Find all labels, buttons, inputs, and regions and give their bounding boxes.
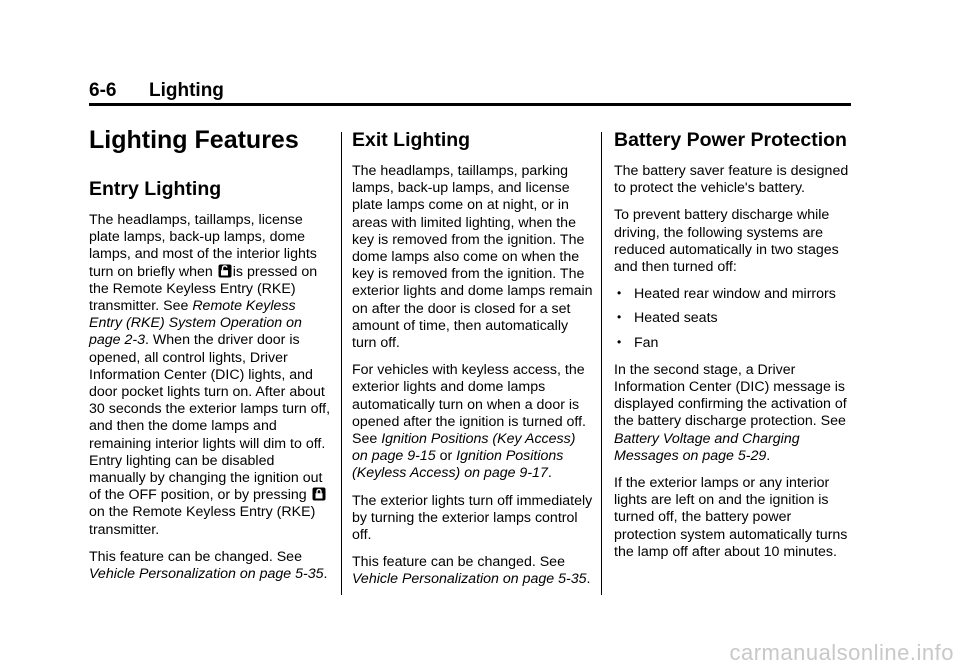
vehicle-personalization-link-2[interactable]: Vehicle Personalization on page 5-35 — [352, 571, 587, 588]
vehicle-personalization-link[interactable]: Vehicle Personalization on page 5-35 — [89, 566, 324, 583]
main-heading: Lighting Features — [89, 126, 299, 154]
battery-paragraph-2: To prevent battery discharge while driving, the following systems are reduced automatically in two stages and then turned off: — [614, 207, 839, 276]
battery-paragraph-4: If the exterior lamps or any interior lights are left on and the ignition is turned off, the battery power protection system automatically turns the lamp off after about 10 minutes. — [614, 475, 848, 560]
watermark: carmanualsonline.info — [729, 640, 954, 665]
column-3 — [614, 125, 856, 571]
entry-lighting-heading: Entry Lighting — [89, 178, 222, 200]
column-1 — [89, 125, 331, 593]
battery-paragraph-1: The battery saver feature is designed to protect the vehicle's battery. — [614, 163, 849, 197]
chapter-title: Lighting — [149, 80, 224, 101]
battery-paragraph-3: In the second stage, a Driver Information Center (DIC) message is displayed confirming the activation of the battery discharge protection. See Battery Voltage and Charging Messages on page 5-29. — [614, 361, 847, 464]
exit-lighting-heading: Exit Lighting — [352, 129, 471, 151]
header-rule — [89, 103, 851, 106]
list-item: • Heated rear window and mirrors — [617, 286, 836, 303]
entry-lighting-paragraph: The headlamps, taillamps, license plate lamps, back-up lamps, dome lamps, and most of the interior lights turn on briefly when is pressed on the Remote Keyless Entry (RKE) transmitter. See Remote Keyless Entry (RKE) System Operation on page 2-3. When the driver door is opened, all control lights, Driver Information Center (DIC) lights, and door pocket lights turn on. After about 30 seconds the exterior lamps turn off, and then the dome lamps and remaining interior lights will dim to off. Entry lighting can be disabled manually by changing the ignition out of the OFF position, or by pressing on the Remote Keyless Entry (RKE) transmitter. — [89, 212, 331, 538]
ignition-keyless-access-link[interactable]: Ignition Positions (Keyless Access) on page 9-17 — [352, 448, 564, 482]
list-item: • Fan — [617, 334, 659, 351]
page-number: 6-6 — [89, 80, 117, 101]
column-2 — [352, 125, 594, 599]
column-divider-1 — [341, 132, 342, 595]
list-item: • Heated seats — [617, 310, 718, 327]
reduced-systems-list — [614, 286, 856, 352]
ignition-key-access-link[interactable]: Ignition Positions (Key Access) on page 9-15 — [352, 431, 576, 465]
exit-lighting-paragraph-3: The exterior lights turn off immediately by turning the exterior lamps control off. — [352, 492, 593, 544]
entry-lighting-personalization: This feature can be changed. See Vehicle Personalization on page 5-35. — [89, 548, 328, 583]
battery-protection-heading: Battery Power Protection — [614, 129, 847, 151]
rke-link[interactable]: Remote Keyless Entry (RKE) System Operation on page 2-3 — [89, 298, 302, 349]
unlock-icon — [218, 264, 232, 278]
lock-icon — [312, 487, 326, 501]
battery-voltage-link[interactable]: Battery Voltage and Charging Messages on page 5-29 — [614, 430, 800, 464]
exit-lighting-paragraph-1: The headlamps, taillamps, parking lamps, back-up lamps, and license plate lamps come on at night, or in areas with limited lighting, when the key is removed from the ignition. The dome lamps also come on when the key is removed from the ignition. The exterior lights and dome lamps remain on after the door is closed for a set amount of time, then automatically turn off. — [352, 163, 593, 352]
exit-lighting-paragraph-2: For vehicles with keyless access, the exterior lights and dome lamps automatically turn on when a door is opened after the ignition is turned off. See Ignition Positions (Key Access) on page 9-15 or Ignition Positions (Keyless Access) on page 9-17. — [352, 362, 586, 482]
exit-lighting-personalization: This feature can be changed. See Vehicle Personalization on page 5-35. — [352, 554, 591, 588]
column-divider-2 — [601, 132, 602, 595]
